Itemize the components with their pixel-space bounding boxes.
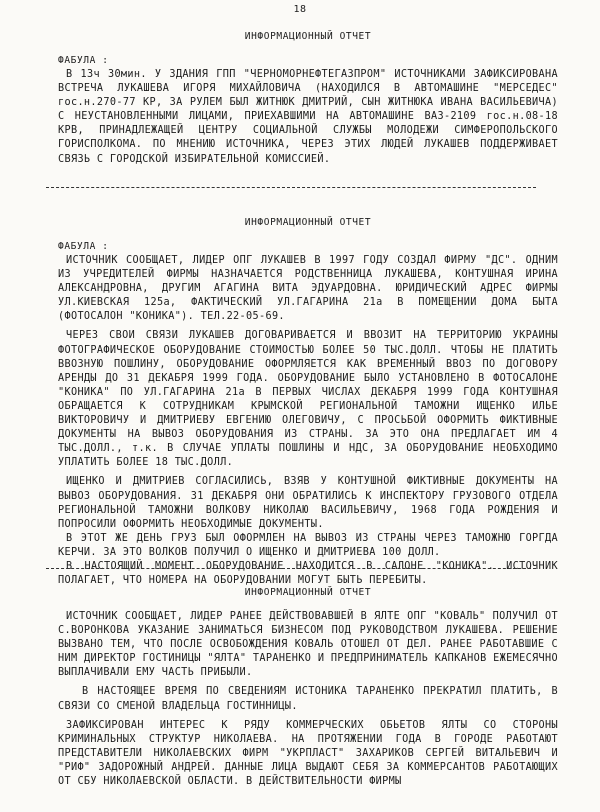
- report-2: [58, 216, 558, 588]
- report-2-paragraph: ИЩЕНКО И ДМИТРИЕВ СОГЛАСИЛИСЬ, ВЗЯВ У КОНТУШНОЙ ФИКТИВНЫЕ ДОКУМЕНТЫ НА ВЫВОЗ ОБОРУДОВАНИЯ. 31 ДЕКАБРЯ ОНИ ОБРАТИЛИСЬ К ИНСПЕКТОРУ ГРУЗОВОГО ОТДЕЛА РЕГИОНАЛЬНОЙ ТАМОЖНИ ВОЛКОВУ НИКОЛАЮ ВАСИЛЬЕВИЧУ, 1968 ГОДА РОЖДЕНИЯ И ПОПРОСИЛИ ОФОРМИТЬ НЕОБХОДИМЫЕ ДОКУМЕНТЫ.: [58, 476, 558, 530]
- report-2-fabula-label: ФАБУЛА :: [58, 241, 109, 252]
- report-1-paragraph: В 13ч 30мин. У ЗДАНИЯ ГПП "ЧЕРНОМОРНЕФТЕГАЗПРОМ" ИСТОЧНИКАМИ ЗАФИКСИРОВАНА ВСТРЕЧА ЛУКАШЕВА ИГОРЯ МИХАЙЛОВИЧА (НАХОДИЛСЯ В АВТОМАШИНЕ "МЕРСЕДЕС" гос.н.270-77 КР, ЗА РУЛЕМ БЫЛ ЖИТНЮК ДМИТРИЙ, СЫН ЖИТНЮКА ИВАНА ВАСИЛЬЕВИЧА) С НЕУСТАНОВЛЕННЫМИ ЛИЦАМИ, ПРИЕХАВШИМИ НА АВТОМАШИНЕ ВАЗ-2109 гос.н.08-18 КРВ, ПРИНАДЛЕЖАЩЕЙ ЦЕНТРУ СОЦИАЛЬНОЙ СЛУЖБЫ МОЛОДЕЖИ СИМФЕРОПОЛЬСКОГО ГОРИСПОЛКОМА. ПО МНЕНИЮ ИСТОЧНИКА, ЧЕРЕЗ ЭТИХ ЛЮДЕЙ ЛУКАШЕВ ПОДДЕРЖИВАЕТ СВЯЗЬ С ГОРОДСКОЙ ИЗБИРАТЕЛЬНОЙ КОМИССИЕЙ.: [58, 69, 558, 165]
- report-2-title: ИНФОРМАЦИОННЫЙ ОТЧЕТ: [244, 217, 372, 228]
- report-2-paragraph: В НАСТОЯЩИЙ МОМЕНТ ОБОРУДОВАНИЕ НАХОДИТСЯ В САЛОНЕ "КОНИКА". ИСТОЧНИК ПОЛАГАЕТ, ЧТО НОМЕРА НА ОБОРУДОВАНИИ МОГУТ БЫТЬ ПЕРЕБИТЫ.: [58, 560, 558, 587]
- report-2-paragraph: В ЭТОТ ЖЕ ДЕНЬ ГРУЗ БЫЛ ОФОРМЛЕН НА ВЫВОЗ ИЗ СТРАНЫ ЧЕРЕЗ ТАМОЖНЮ ГОРГДА КЕРЧИ. ЗА ЭТО ВОЛКОВ ПОЛУЧИЛ О ИЩЕНКО И ДМИТРИЕВА 100 ДОЛЛ.: [58, 532, 558, 558]
- report-3-paragraph: ИСТОЧНИК СООБЩАЕТ, ЛИДЕР РАНЕЕ ДЕЙСТВОВАВШЕЙ В ЯЛТЕ ОПГ "КОВАЛЬ" ПОЛУЧИЛ ОТ С.ВОРОНКОВА УКАЗАНИЕ ЗАНИМАТЬСЯ БИЗНЕСОМ ПОД РУКОВОДСТВОМ ЛУКАШЕВА. РЕШЕНИЕ ВЫЗВАНО ТЕМ, ЧТО ПОСЛЕ ОСВОБОЖДЕНИЯ КОВАЛЬ ОТОШЕЛ ОТ ДЕЛ. РАНЕЕ РАБОТАВШИЕ С НИМ ДИРЕКТОР ГОСТИНИЦЫ "ЯЛТА" ТАРАНЕНКО И ПРЕДПРИНИМАТЕЛЬ КАПКАНОВ ЕЖЕМЕСЯЧНО ВЫПЛАЧИВАЛИ ЕМУ ЧАСТЬ ПРИБЫЛИ.: [58, 611, 558, 679]
- page-number: 18: [293, 4, 307, 15]
- report-3-paragraph: ЗАФИКСИРОВАН ИНТЕРЕС К РЯДУ КОММЕРЧЕСКИХ ОБЬЕТОВ ЯЛТЫ СО СТОРОНЫ КРИМИНАЛЬНЫХ СТРУКТУР НИКОЛАЕВА. НА ПРОТЯЖЕНИИ ГОДА В ГОРОДЕ РАБОТАЮТ ПРЕДСТАВИТЕЛИ НИКОЛАЕВСКИХ ФИРМ "УКРПЛАСТ" ЗАХАРИКОВ СЕРГЕЙ ВИТАЛЬЕВИЧ И "РИФ" ЗАДОРОЖНЫЙ АНДРЕЙ. ДАННЫЕ ЛИЦА ВЫДАЮТ СЕБЯ ЗА КОММЕРСАНТОВ РАБОТАЮЩИХ ОТ СБУ НИКОЛАЕВСКОЙ ОБЛАСТИ. В ДЕЙСТВИТЕЛЬНОСТИ ФИРМЫ: [58, 719, 558, 788]
- dashed-separator: [46, 568, 536, 569]
- report-1-fabula-label: ФАБУЛА :: [58, 55, 109, 66]
- report-2-paragraph: ИСТОЧНИК СООБЩАЕТ, ЛИДЕР ОПГ ЛУКАШЕВ В 1997 ГОДУ СОЗДАЛ ФИРМУ "ДС". ОДНИМ ИЗ УЧРЕДИТЕЛЕЙ ФИРМЫ НАЗНАЧАЕТСЯ РОДСТВЕННИЦА ЛУКАШЕВА, КОНТУШНАЯ ИРИНА АЛЕКСАНДРОВНА, ДРУГИМ АГАГИНА ВИТА ЭДУАРДОВНА. ЮРИДИЧЕСКИЙ АДРЕС ФИРМЫ УЛ.КИЕВСКАЯ 125а, ФАКТИЧЕСКИЙ УЛ.ГАГАРИНА 21а В ПОМЕЩЕНИИ ДОМА БЫТА (ФОТОСАЛОН "КОНИКА"). ТЕЛ.22-05-69.: [58, 255, 558, 323]
- report-3-title: ИНФОРМАЦИОННЫЙ ОТЧЕТ: [244, 587, 372, 598]
- report-3: [58, 586, 558, 789]
- dashed-separator: [46, 187, 536, 188]
- report-1-title: ИНФОРМАЦИОННЫЙ ОТЧЕТ: [244, 31, 372, 42]
- report-3-paragraph: В НАСТОЯЩЕЕ ВРЕМЯ ПО СВЕДЕНИЯМ ИСТОНИКА ТАРАНЕНКО ПРЕКРАТИЛ ПЛАТИТЬ, В СВЯЗИ СО СМЕНОЙ ВЛАДЕЛЬЦА ГОСТИННИЦЫ.: [58, 686, 558, 712]
- report-2-paragraph: ЧЕРЕЗ СВОИ СВЯЗИ ЛУКАШЕВ ДОГОВАРИВАЕТСЯ И ВВОЗИТ НА ТЕРРИТОРИЮ УКРАИНЫ ФОТОГРАФИЧЕСКОЕ ОБОРУДОВАНИЕ СТОИМОСТЬЮ БОЛЕЕ 50 ТЫС.ДОЛЛ. ЧТОБЫ НЕ ПЛАТИТЬ ВВОЗНУЮ ПОШЛИНУ, ОБОРУДОВАНИЕ ОФОРМЛЯЕТСЯ КАК ВРЕМЕННЫЙ ВВОЗ ПО ДОГОВОРУ АРЕНДЫ ДО 31 ДЕКАБРЯ 1999 ГОДА. ОБОРУДОВАНИЕ БЫЛО УСТАНОВЛЕНО В ФОТОСАЛОНЕ "КОНИКА" ПО УЛ.ГАГАРИНА 21а В ПЕРВЫХ ЧИСЛАХ ДЕКАБРЯ 1999 ГОДА КОНТУШНАЯ ОБРАЩАЕТСЯ К СОТРУДНИКАМ КРЫМСКОЙ РЕГИОНАЛЬНОЙ ТАМОЖНИ ИЩЕНКО ИЛЬЕ ВИКТОРОВИЧУ И ДМИТРИЕВУ ЕВГЕНИЮ ОЛЕГОВИЧУ, С ПРОСЬБОЙ ОФОРМИТЬ ФИКТИВНЫЕ ДОКУМЕНТЫ НА ВЫВОЗ ОБОРУДОВАНИЯ ИЗ СТРАНЫ. ЗА ЭТО ОНА ПРЕДЛАГАЕТ ИМ 4 ТЫС.ДОЛЛ., т.к. В СЛУЧАЕ УПЛАТЫ ПОШЛИНЫ И НДС, ЗА ОБОРУДОВАНИЕ НЕОБХОДИМО УПЛАТИТЬ БОЛЕЕ 18 ТЫС.ДОЛЛ.: [58, 330, 558, 469]
- report-1: [58, 30, 558, 167]
